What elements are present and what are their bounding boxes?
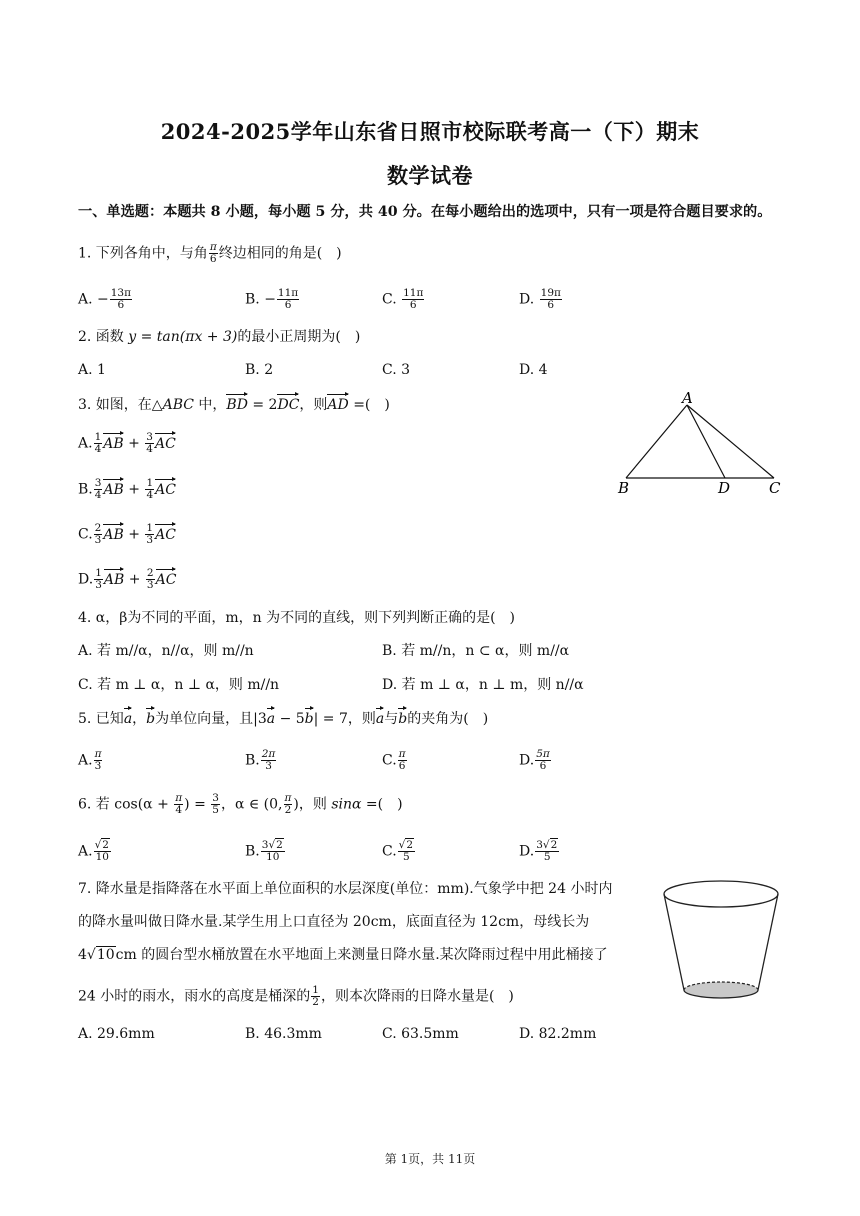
bucket-left-side [664, 894, 684, 990]
q1-option-b[interactable]: B. − $\frac{11\pi}{6}$ [245, 287, 299, 311]
q7-option-d[interactable]: D. 82.2mm [519, 1026, 597, 1042]
section-heading: 一、单选题：本题共 8 小题，每小题 5 分，共 40 分。在每小题给出的选项中，只有一项是符合题目要求的。 [78, 204, 772, 220]
q5-option-c[interactable]: C. $\frac{\pi}{6}$ [382, 748, 406, 772]
segment-ad [687, 405, 725, 478]
label-b: B [618, 479, 630, 497]
segment-ac [687, 405, 774, 478]
bucket-right-side [758, 894, 778, 990]
q6-option-b[interactable]: B. $\frac{3√2}{10}$ [245, 839, 283, 863]
q4-option-c[interactable]: C. 若 m ⊥ α，n ⊥ α，则 m//n [78, 677, 280, 693]
q1-option-d[interactable]: D. $\frac{19\pi}{6}$ [519, 287, 561, 311]
triangle-figure [612, 390, 792, 500]
q7-option-b[interactable]: B. 46.3mm [245, 1026, 322, 1042]
q1-option-c[interactable]: C. $\frac{11\pi}{6}$ [382, 287, 424, 311]
q7-option-c[interactable]: C. 63.5mm [382, 1026, 459, 1042]
q1-option-a[interactable]: A. − $\frac{13\pi}{6}$ [78, 287, 132, 311]
q2-option-d[interactable]: D. 4 [519, 362, 548, 378]
question-4-stem: 4. α，β为不同的平面，m，n 为不同的直线，则下列判断正确的是( ) [78, 610, 516, 626]
bucket-bottom-front [684, 990, 758, 998]
q5-option-d[interactable]: D. $\frac{5\pi}{6}$ [519, 748, 550, 772]
question-7-line-4: 24 小时的雨水，雨水的高度是桶深的 $\frac{1}{2}$ ，则本次降雨的日降水量是( ) [78, 984, 514, 1008]
segment-ab [626, 405, 687, 478]
q2-option-a[interactable]: A. 1 [78, 362, 106, 378]
bucket-figure [658, 872, 784, 1006]
q7-option-a[interactable]: A. 29.6mm [78, 1026, 155, 1042]
question-6-stem: 6. 若 cos(α + $\frac{\pi}{4}$ ) = $\frac{3}{5}$ ，α ∈ (0, $\frac{\pi}{2}$ )，则 sinα =( ) [78, 792, 403, 816]
exam-title: 2024-2025学年山东省日照市校际联考高一（下）期末 [160, 119, 700, 144]
exam-subtitle: 数学试卷 [387, 163, 473, 188]
bucket-top-rim [664, 881, 778, 907]
question-5-stem: 5. 已知a，b为单位向量，且|3a − 5b| = 7，则a与b的夹角为( ) [78, 711, 489, 727]
label-d: D [718, 479, 731, 497]
q4-option-b[interactable]: B. 若 m//n，n ⊂ α，则 m//α [382, 643, 570, 659]
q3-option-a[interactable]: A. $\frac{1}{4}$ AB + $\frac{3}{4}$ AC [78, 431, 176, 455]
label-c: C [769, 479, 781, 497]
q6-option-a[interactable]: A. $\frac{√2}{10}$ [78, 839, 109, 863]
fraction: $\frac{\pi}{6}$ [209, 241, 217, 265]
q4-option-d[interactable]: D. 若 m ⊥ α，n ⊥ m，则 n//α [382, 677, 584, 693]
q3-option-d[interactable]: D. $\frac{1}{3}$ AB + $\frac{2}{3}$ AC [78, 567, 177, 591]
q4-option-a[interactable]: A. 若 m//α，n//α，则 m//n [78, 643, 254, 659]
question-1-stem: 1. 下列各角中，与角 $\frac{\pi}{6}$ 终边相同的角是( ) [78, 241, 342, 265]
question-7-line-3: 4√10cm 的圆台型水桶放置在水平地面上来测量日降水量.某次降雨过程中用此桶接了 [78, 947, 608, 963]
q6-option-c[interactable]: C. $\frac{√2}{5}$ [382, 839, 414, 863]
question-3-stem: 3. 如图，在△ABC 中，BD = 2DC，则AD =( ) [78, 397, 390, 413]
question-2-stem: 2. 函数 y = tan(πx + 3)的最小正周期为( ) [78, 329, 361, 345]
q3-option-c[interactable]: C. $\frac{2}{3}$ AB + $\frac{1}{3}$ AC [78, 522, 176, 546]
q5-option-a[interactable]: A. $\frac{\pi}{3}$ [78, 748, 102, 772]
bucket-bottom-back [684, 982, 758, 990]
question-7-line-1: 7. 降水量是指降落在水平面上单位面积的水层深度(单位：mm).气象学中把 24 小时内 [78, 881, 613, 897]
label-a: A [682, 390, 693, 407]
q3-option-b[interactable]: B. $\frac{3}{4}$ AB + $\frac{1}{4}$ AC [78, 477, 176, 501]
question-7-line-2: 的降水量叫做日降水量.某学生用上口直径为 20cm，底面直径为 12cm，母线长为 [78, 914, 590, 930]
q6-option-d[interactable]: D. $\frac{3√2}{5}$ [519, 839, 558, 863]
q5-option-b[interactable]: B. $\frac{2\pi}{3}$ [245, 748, 276, 772]
q2-option-b[interactable]: B. 2 [245, 362, 274, 378]
q2-option-c[interactable]: C. 3 [382, 362, 411, 378]
page-footer: 第 1页，共 11页 [384, 1152, 476, 1166]
